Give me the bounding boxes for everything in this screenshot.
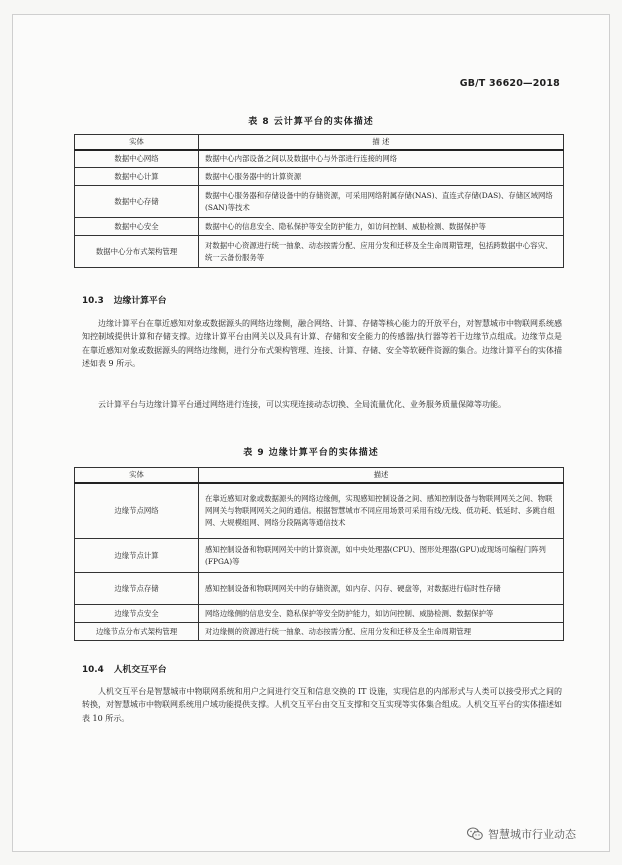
section-10-4-paragraph-1: 人机交互平台是智慧城市中物联网系统和用户之间进行交互和信息交换的 IT 设施，实现信息的内部形式与人类可以接受形式之间的转换，对智慧城市中物联网系统用户域功能提供支撑。人机交互平台由交互支撑和交互实现等实体集合组成。人机交互平台的实体描述如表 10 所示。 [82,687,562,723]
entity-cell: 数据中心计算 [75,168,199,186]
desc-cell: 在靠近感知对象或数据源头的网络边缘侧，实现感知控制设备之间、感知控制设备与物联网网关之间、物联网网关与物联网网关之间的通信。根据智慧城市不同应用场景可采用有线/无线、低功耗、低延时、多跳自组网、大规模组网、网络分段隔离等通信技术 [199,483,564,539]
section-10-3-paragraph-2: 云计算平台与边缘计算平台通过网络进行连接，可以实现连接动态切换、全局流量优化、业务服务质量保障等功能。 [98,400,506,409]
section-10-3-paragraph-1: 边缘计算平台在靠近感知对象或数据源头的网络边缘侧，融合网络、计算、存储等核心能力的开放平台，对智慧城市中物联网系统感知控制域提供计算和存储支撑。边缘计算平台由网关以及具有计算、存储和安全能力的传感器/执行器等若干边缘节点组成。边缘节点是在靠近感知对象或数据源头的网络边缘侧，进行分布式架构管理、连接、计算、存储、安全等软硬件资源的集合。边缘计算平台的实体描述如表 9 所示。 [82,319,562,369]
entity-cell: 边缘节点分布式架构管理 [75,623,199,641]
col-desc-header: 描述 [199,468,564,483]
desc-cell: 数据中心服务器中的计算资源 [199,168,564,186]
section-number: 10.3 [82,296,104,306]
col-desc-header: 描 述 [199,135,564,150]
section-10-3-heading [82,293,167,306]
table-row [75,150,564,168]
section-10-4-heading [82,662,167,675]
table-row [75,539,564,573]
table-row [75,483,564,539]
desc-cell: 对数据中心资源进行统一抽象、动态按需分配、应用分发和迁移及全生命周期管理，包括跨数据中心容灾、统一云备份服务等 [199,236,564,268]
desc-cell: 数据中心内部设备之间以及数据中心与外部进行连接的网络 [199,150,564,168]
table9-caption: 表 9 边缘计算平台的实体描述 [243,448,379,458]
table-row [75,218,564,236]
table-header-row [75,468,564,483]
entity-cell: 数据中心安全 [75,218,199,236]
standard-number: GB/T 36620—2018 [459,78,560,89]
desc-cell: 网络边缘侧的信息安全、隐私保护等安全防护能力，如访问控制、威胁检测、数据保护等 [199,605,564,623]
table-row [75,186,564,218]
table-row [75,168,564,186]
section-title: 人机交互平台 [113,665,167,675]
entity-cell: 边缘节点安全 [75,605,199,623]
table-row [75,605,564,623]
section-title: 边缘计算平台 [113,296,167,306]
desc-cell: 对边缘侧的资源进行统一抽象、动态按需分配、应用分发和迁移及全生命周期管理 [199,623,564,641]
watermark [467,826,576,842]
entity-cell: 数据中心网络 [75,150,199,168]
table-header-row [75,135,564,150]
entity-cell: 边缘节点存储 [75,573,199,605]
desc-cell: 数据中心服务器和存储设备中的存储资源，可采用网络附属存储(NAS)、直连式存储(DAS)、存储区域网络(SAN)等技术 [199,186,564,218]
entity-cell: 数据中心分布式架构管理 [75,236,199,268]
table8-caption: 表 8 云计算平台的实体描述 [248,117,374,127]
entity-cell: 数据中心存储 [75,186,199,218]
table9 [74,467,564,641]
desc-cell: 感知控制设备和物联网网关中的计算资源，如中央处理器(CPU)、图形处理器(GPU)或现场可编程门阵列(FPGA)等 [199,539,564,573]
desc-cell: 感知控制设备和物联网网关中的存储资源，如内存、闪存、硬盘等，对数据进行临时性存储 [199,573,564,605]
table-row [75,573,564,605]
table8 [74,134,564,268]
section-number: 10.4 [82,665,104,675]
wechat-icon [467,827,483,841]
entity-cell: 边缘节点网络 [75,483,199,539]
col-entity-header: 实体 [75,135,199,150]
watermark-text: 智慧城市行业动态 [488,828,576,841]
entity-cell: 边缘节点计算 [75,539,199,573]
desc-cell: 数据中心的信息安全、隐私保护等安全防护能力，如访问控制、威胁检测、数据保护等 [199,218,564,236]
col-entity-header: 实体 [75,468,199,483]
table-row [75,623,564,641]
table-row [75,236,564,268]
